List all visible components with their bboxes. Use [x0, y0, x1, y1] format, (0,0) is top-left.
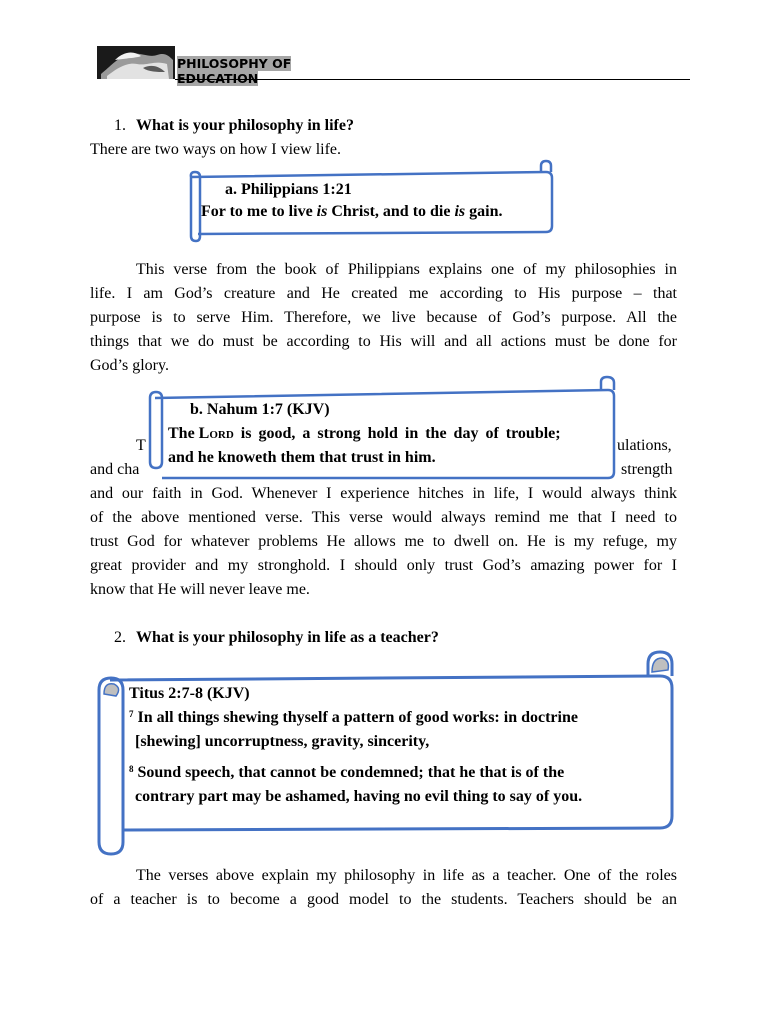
- box-c-verse-8-line-2: contrary part may be ashamed, having no evil thing to say of you.: [135, 788, 583, 805]
- paragraph-nahum-fragment-1: ulations,: [617, 437, 672, 454]
- box-c-verse-8-line-1: $^8$ Sound speech, that cannot be condemned; that he that is of the: [129, 764, 565, 781]
- question-1-number: 1.: [114, 117, 126, 134]
- box-a-label: a. Philippians 1:21: [225, 181, 352, 198]
- paragraph-nahum-start: T: [136, 437, 146, 454]
- box-b-label: b. Nahum 1:7 (KJV): [190, 401, 330, 418]
- box-c-verse-7-line-2: [shewing] uncorruptness, gravity, sincerity,: [135, 733, 430, 750]
- paragraph-titus: The verses above explain my philosophy in life as a teacher. One of the roles of a teacher is to become a good model to the students. Teachers should be an: [90, 867, 677, 908]
- question-1-text: What is your philosophy in life?: [136, 117, 354, 134]
- box-c-verse-7-line-1: $^7$ In all things shewing thyself a pattern of good works: in doctrine: [129, 709, 578, 726]
- question-2-text: What is your philosophy in life as a teacher?: [136, 629, 439, 646]
- paragraph-nahum-fragment-3: strength: [621, 461, 673, 478]
- paragraph-nahum: and our faith in God. Whenever I experience hitches in life, I would always think of the above mentioned verse. This verse would always remind me that I need to trust God for whatever problems He allows me to dwell on. He is my refuge, my great provider and my stronghold. I should only trust God’s amazing power for I know that He will never leave me.: [90, 485, 677, 598]
- header-title: PHILOSOPHY OF EDUCATION: [177, 56, 292, 86]
- box-a-verse: For to me to live is Christ, and to die is gain.: [201, 203, 503, 220]
- box-b-verse-line-1: The Lord is good, a strong hold in the day of trouble;: [168, 425, 561, 442]
- question-2-number: 2.: [114, 629, 126, 646]
- paragraph-nahum-fragment-2: and cha: [90, 461, 140, 478]
- question-1-intro: There are two ways on how I view life.: [90, 141, 342, 158]
- box-c-title: Titus 2:7-8 (KJV): [129, 685, 250, 702]
- paragraph-philippians: This verse from the book of Philippians explains one of my philosophies in life. I am God’s creature and He created me according to His purpose – that purpose is to serve Him. Therefore, we live because of God’s purpose. All the things that we do must be according to His will and all actions must be done for God’s glory.: [90, 261, 677, 374]
- box-b-verse-line-2: and he knoweth them that trust in him.: [168, 449, 436, 466]
